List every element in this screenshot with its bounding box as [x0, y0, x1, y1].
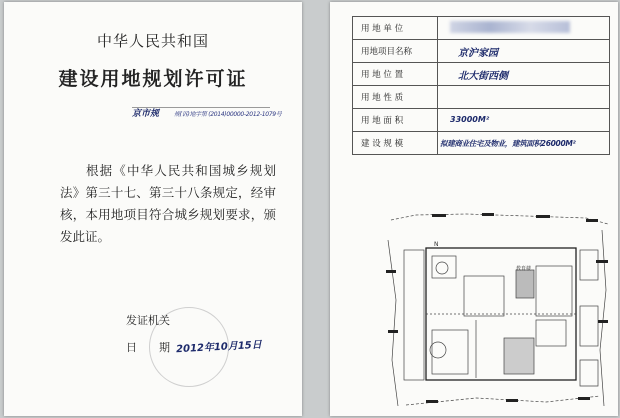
row-value: [438, 63, 610, 86]
row-value: [438, 109, 610, 132]
certificate-left-page: [4, 2, 302, 416]
issuer-label: 发证机关: [126, 314, 170, 327]
site-plan-drawing: [386, 210, 612, 410]
row-value: [438, 40, 610, 63]
row-label: 用 地 面 积: [353, 109, 438, 132]
country-name: 中华人民共和国: [96, 32, 209, 50]
date-label: 日 期: [126, 341, 170, 354]
north-label: N: [434, 241, 439, 248]
certificate-body-text: 根据《中华人民共和国城乡规划法》第三十七、第三十八条规定，经审核，本用地项目符合城乡规划要求，颁发此证。: [60, 163, 276, 244]
project-name-value: 京沪家园: [458, 47, 498, 59]
row-label: 用 地 单 位: [353, 17, 438, 40]
land-info-table: [352, 16, 610, 155]
row-label: 用 地 性 质: [353, 86, 438, 109]
location-value: 北大街西侧: [458, 70, 508, 82]
row-value: [438, 86, 610, 109]
row-label: 用 地 位 置: [353, 63, 438, 86]
row-value: [438, 132, 610, 155]
table-row: [353, 63, 610, 86]
certificate-title: 建设用地规划许可证: [58, 68, 248, 90]
table-row: [353, 17, 610, 40]
issue-date: 2012年10月15日: [175, 339, 263, 356]
row-label: 用地项目名称: [353, 40, 438, 63]
table-row: [353, 86, 610, 109]
row-label: 建 设 规 模: [353, 132, 438, 155]
table-row: [353, 132, 610, 155]
area-value: 33000M²: [450, 115, 490, 124]
certificate-right-page: [330, 2, 618, 416]
construction-scale-value: 拟建商业住宅及物业，建筑面积26000M²: [440, 138, 576, 148]
building-label: 教育楼: [516, 266, 532, 272]
table-row: [353, 40, 610, 63]
redacted-value: [450, 21, 570, 33]
row-value: [438, 17, 610, 40]
table-row: [353, 109, 610, 132]
cert-number-prefix: 京市规: [132, 109, 160, 119]
cert-number: 规(诉)地字第 (2014)00000-2012-1079号: [174, 111, 282, 118]
